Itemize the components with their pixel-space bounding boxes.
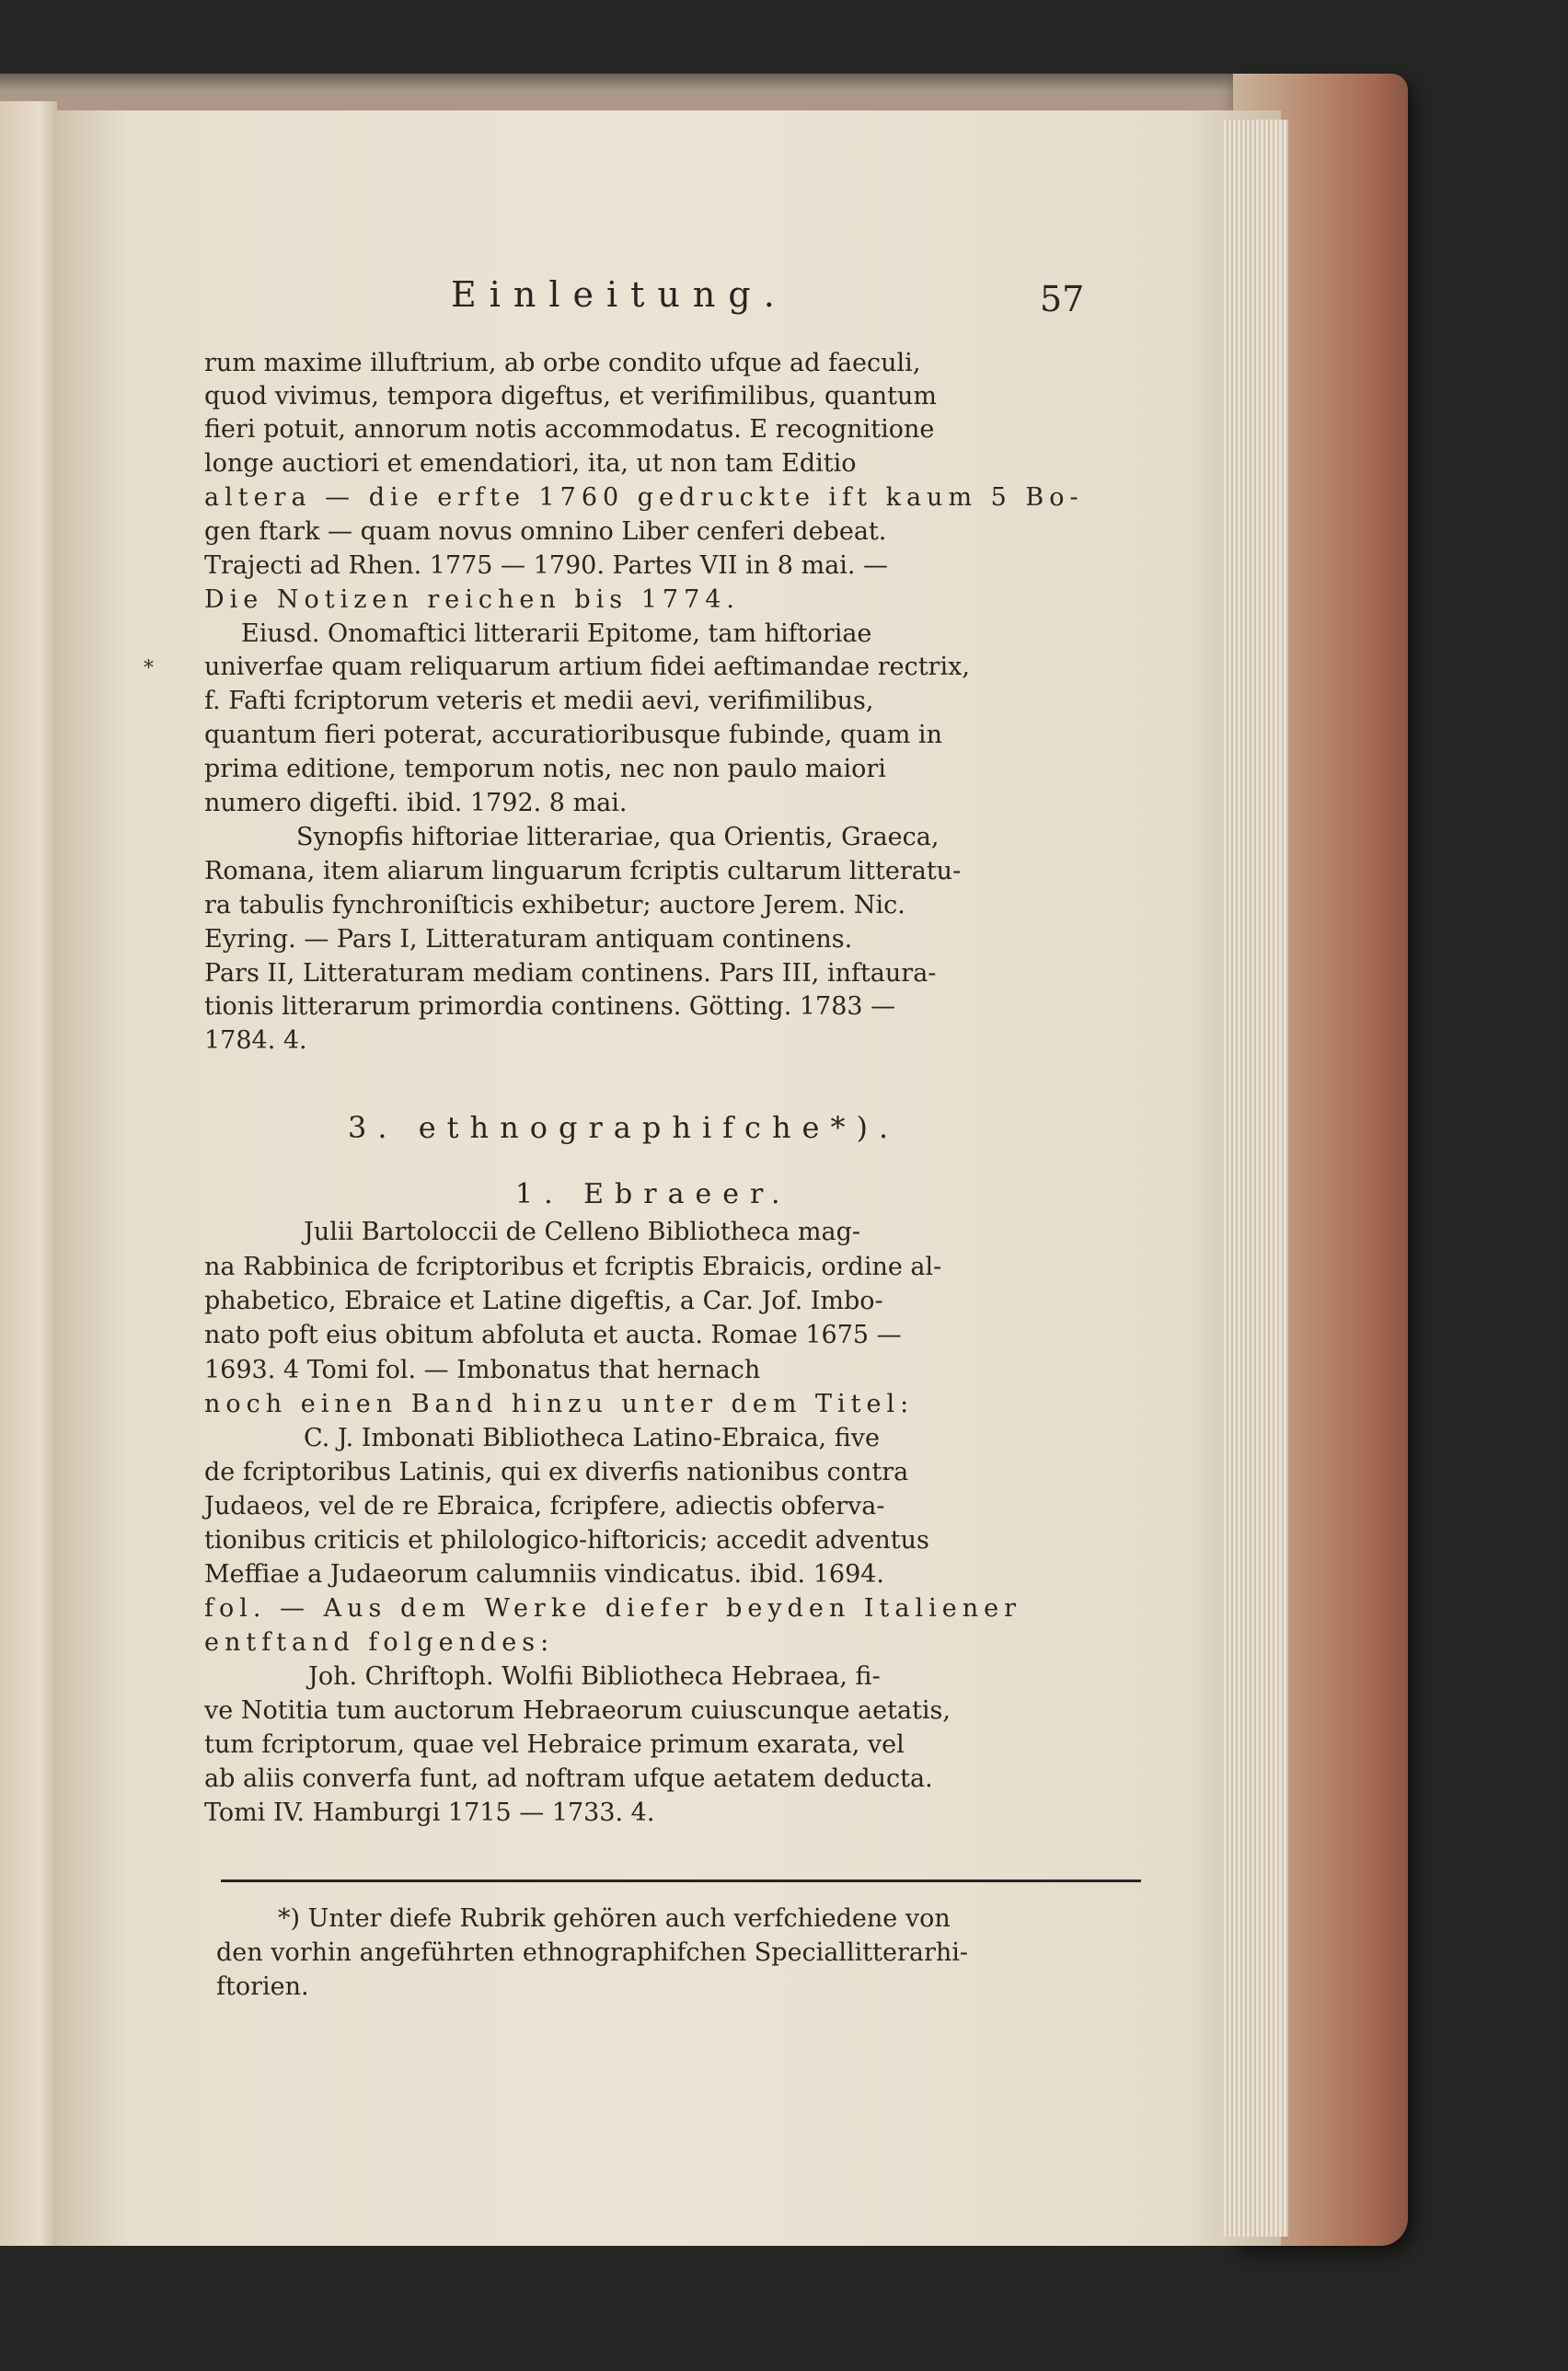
- text-line: altera — die erfte 1760 gedruckte ift kaum 5 Bo-: [204, 483, 1084, 512]
- text-line: Eiusd. Onomaftici litterarii Epitome, tam hiftoriae: [241, 619, 872, 648]
- marginal-mark: *: [144, 657, 154, 680]
- text-line: f. Fafti fcriptorum veteris et medii aevi, verifimilibus,: [204, 687, 874, 715]
- text-line: noch einen Band hinzu unter dem Titel:: [204, 1390, 915, 1418]
- text-line: prima editione, temporum notis, nec non paulo maiori: [204, 755, 886, 783]
- text-line: Meffiae a Judaeorum calumniis vindicatus. ibid. 1694.: [204, 1560, 885, 1589]
- text-line: tionibus criticis et philologico-hiftoricis; accedit adventus: [204, 1526, 929, 1555]
- footnote-rule: [221, 1879, 1141, 1882]
- text-line: quod vivimus, tempora digeftus, et verifimilibus, quantum: [204, 382, 937, 411]
- text-line: quantum fieri poterat, accuratioribusque fubinde, quam in: [204, 721, 942, 749]
- text-line: numero digefti. ibid. 1792. 8 mai.: [204, 789, 628, 817]
- text-line: Tomi IV. Hamburgi 1715 — 1733. 4.: [204, 1798, 655, 1827]
- text-line: tionis litterarum primordia continens. Götting. 1783 —: [204, 992, 896, 1021]
- text-line: Eyring. — Pars I, Litteraturam antiquam continens.: [204, 925, 853, 954]
- page-fore-edge: [1224, 120, 1288, 2237]
- text-line: phabetico, Ebraice et Latine digeftis, a Car. Jof. Imbo-: [204, 1287, 883, 1315]
- text-line: 1693. 4 Tomi fol. — Imbonatus that hernach: [204, 1356, 761, 1384]
- text-line: univerfae quam reliquarum artium fidei aeftimandae rectrix,: [204, 653, 970, 681]
- text-line: na Rabbinica de fcriptoribus et fcriptis Ebraicis, ordine al-: [204, 1253, 942, 1281]
- section-title: 3. ethnographifche*).: [348, 1110, 900, 1145]
- text-line: Romana, item aliarum linguarum fcriptis cultarum litteratu-: [204, 857, 962, 885]
- text-line: Die Notizen reichen bis 1774.: [204, 585, 741, 614]
- text-line: Pars II, Litteraturam mediam continens. Pars III, inftaura-: [204, 959, 937, 988]
- text-line: 1784. 4.: [204, 1026, 307, 1055]
- text-line: entftand folgendes:: [204, 1628, 555, 1657]
- text-line: longe auctiori et emendatiori, ita, ut non tam Editio: [204, 449, 857, 478]
- running-head: Einleitung.: [451, 274, 788, 315]
- text-line: fol. — Aus dem Werke diefer beyden Italiener: [204, 1594, 1022, 1623]
- subsection-title: 1. Ebraeer.: [515, 1178, 791, 1210]
- text-line: tum fcriptorum, quae vel Hebraice primum exarata, vel: [204, 1730, 905, 1759]
- text-line: Julii Bartoloccii de Celleno Bibliotheca mag-: [304, 1218, 861, 1246]
- text-line: fieri potuit, annorum notis accommodatus. E recognitione: [204, 415, 935, 444]
- text-line: Judaeos, vel de re Ebraica, fcripfere, adiectis obferva-: [204, 1492, 885, 1521]
- text-line: den vorhin angeführten ethnographifchen Speciallitterarhi-: [216, 1938, 969, 1967]
- text-line: Trajecti ad Rhen. 1775 — 1790. Partes VII in 8 mai. —: [204, 551, 889, 580]
- text-line: ab aliis converfa funt, ad noftram ufque aetatem deducta.: [204, 1764, 933, 1793]
- text-line: rum maxime illuftrium, ab orbe condito ufque ad faeculi,: [204, 349, 921, 377]
- text-line: ftorien.: [216, 1972, 309, 2001]
- text-line: Joh. Chriftoph. Wolfii Bibliotheca Hebraea, fi-: [308, 1662, 881, 1691]
- left-page-edge: [0, 101, 57, 2246]
- text-line: nato poft eius obitum abfoluta et aucta. Romae 1675 —: [204, 1321, 902, 1349]
- text-line: ra tabulis fynchroniſticis exhibetur; auctore Jerem. Nic.: [204, 891, 905, 919]
- text-line: Synopfis hiftoriae litterariae, qua Orientis, Graeca,: [296, 823, 940, 851]
- text-line: gen ftark — quam novus omnino Liber cenferi debeat.: [204, 517, 887, 546]
- text-line: ve Notitia tum auctorum Hebraeorum cuiuscunque aetatis,: [204, 1696, 951, 1725]
- text-line: C. J. Imbonati Bibliotheca Latino-Ebraica, five: [304, 1424, 880, 1452]
- text-line: *) Unter diefe Rubrik gehören auch verfchiedene von: [278, 1904, 951, 1933]
- page-number: 57: [1040, 279, 1085, 319]
- text-line: de fcriptoribus Latinis, qui ex diverfis nationibus contra: [204, 1458, 909, 1486]
